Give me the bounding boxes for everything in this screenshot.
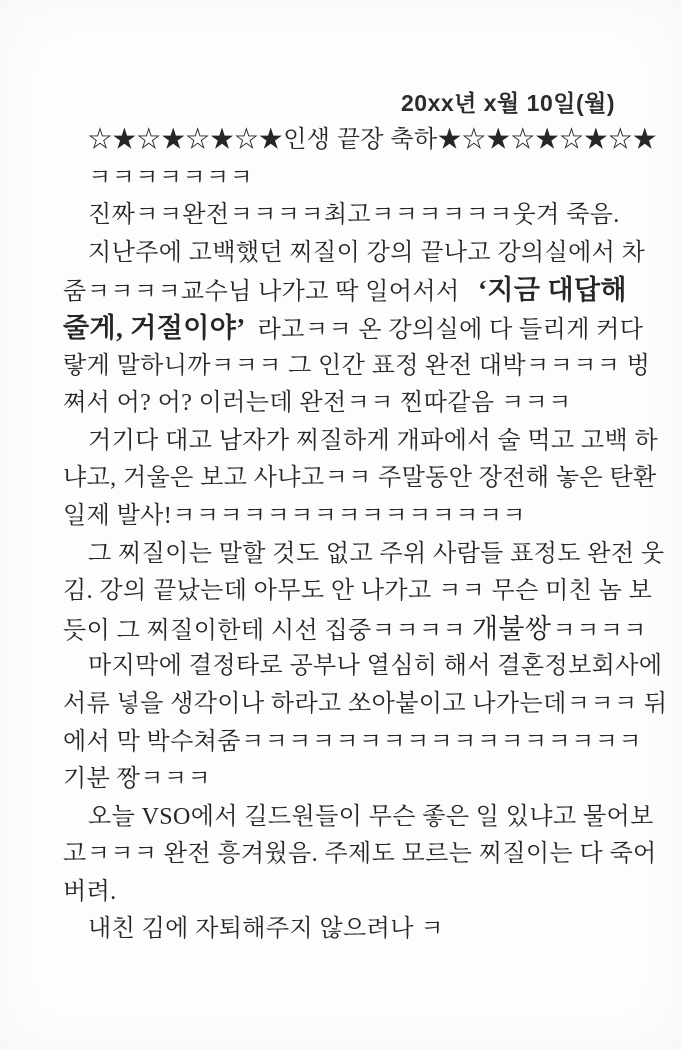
diary-line: [63, 799, 654, 837]
line-text: 랗게 말하니까ㅋㅋㅋ 그 인간 표정 완전 대박ㅋㅋㅋㅋ 벙: [63, 352, 651, 379]
diary-line: [63, 197, 620, 235]
bold-quote-text: 줄게, 거절이야’: [63, 312, 246, 343]
star-banner-text: ☆★☆★☆★☆★인생 끝장 축하★☆★☆★☆★☆★: [88, 127, 658, 153]
line-text: 진짜ㅋㅋ완전ㅋㅋㅋㅋ최고ㅋㅋㅋㅋㅋㅋ웃겨 죽음.: [88, 202, 620, 229]
diary-line: [63, 498, 615, 536]
line-text: 김. 강의 끝났는데 아무도 안 나가고 ㅋㅋ 무슨 미친 놈 보: [63, 578, 653, 605]
line-text: 거기다 대고 남자가 찌질하게 개파에서 술 먹고 고백 하: [88, 427, 659, 454]
line-text: 듯이 그 찌질이한테 시선 집중ㅋㅋㅋㅋ: [63, 617, 466, 644]
diary-line: [63, 385, 615, 423]
line-text: 오늘 VSO에서 길드원들이 무슨 좋은 일 있냐고 물어보: [88, 803, 654, 830]
diary-entry: [63, 84, 668, 949]
diary-line: [63, 348, 651, 386]
star-banner-line: [63, 122, 658, 160]
diary-line: [63, 836, 657, 874]
line-text: 고ㅋㅋㅋ 완전 흥겨웠음. 주제도 모르는 찌질이는 다 죽어: [63, 841, 657, 868]
diary-line: [63, 686, 668, 724]
line-text: 일제 발사!ㅋㅋㅋㅋㅋㅋㅋㅋㅋㅋㅋㅋㅋㅋㅋ: [63, 502, 526, 529]
line-text: 에서 막 박수쳐줌ㅋㅋㅋㅋㅋㅋㅋㅋㅋㅋㅋㅋㅋㅋㅋㅋㅋ: [63, 728, 642, 755]
diary-line: [63, 536, 665, 574]
line-text: 내친 김에 자퇴해주지 않으려나 ㅋ: [88, 916, 444, 943]
diary-line: [63, 724, 642, 762]
entry-date: 20xx년 x월 10일(월): [400, 90, 615, 116]
line-text: 버려.: [63, 878, 117, 905]
diary-line: [63, 272, 627, 310]
line-text: 마지막에 결정타로 공부나 열심히 해서 결혼정보회사에: [88, 653, 663, 680]
diary-line: [63, 160, 615, 198]
line-text: 서류 넣을 생각이나 하라고 쏘아붙이고 나가는데ㅋㅋㅋ 뒤: [63, 690, 668, 717]
diary-line: [63, 235, 646, 273]
line-text: 줌ㅋㅋㅋㅋ교수님 나가고 딱 일어서서: [63, 279, 466, 306]
diary-line: [63, 460, 657, 498]
line-text: 기분 짱ㅋㅋㅋ: [63, 766, 211, 793]
diary-line: [63, 874, 615, 912]
line-text: 그 찌질이는 말할 것도 없고 주위 사람들 표정도 완전 웃: [88, 540, 665, 567]
line-text: 냐고, 거울은 보고 사냐고ㅋㅋ 주말동안 장전해 놓은 탄환: [63, 465, 657, 492]
diary-line: [63, 611, 647, 649]
bold-quote-text: ‘지금 대답해: [477, 275, 627, 306]
diary-line: [63, 648, 663, 686]
line-text: 지난주에 고백했던 찌질이 강의 끝나고 강의실에서 차: [88, 239, 646, 266]
line-text: ㅋㅋㅋㅋㅋㅋㅋ: [88, 164, 254, 191]
line-text: 라고ㅋㅋ 온 강의실에 다 들리게 커다: [257, 316, 644, 343]
diary-line: [63, 423, 659, 461]
emphasized-text: 개불쌍: [471, 613, 552, 644]
diary-line: [63, 310, 644, 348]
diary-line: [63, 761, 615, 799]
diary-line: [63, 573, 653, 611]
line-text: 쪄서 어? 어? 이러는데 완전ㅋㅋ 찐따같음 ㅋㅋㅋ: [63, 390, 572, 417]
line-text: ㅋㅋㅋㅋ: [552, 617, 647, 644]
diary-line: [63, 911, 615, 949]
